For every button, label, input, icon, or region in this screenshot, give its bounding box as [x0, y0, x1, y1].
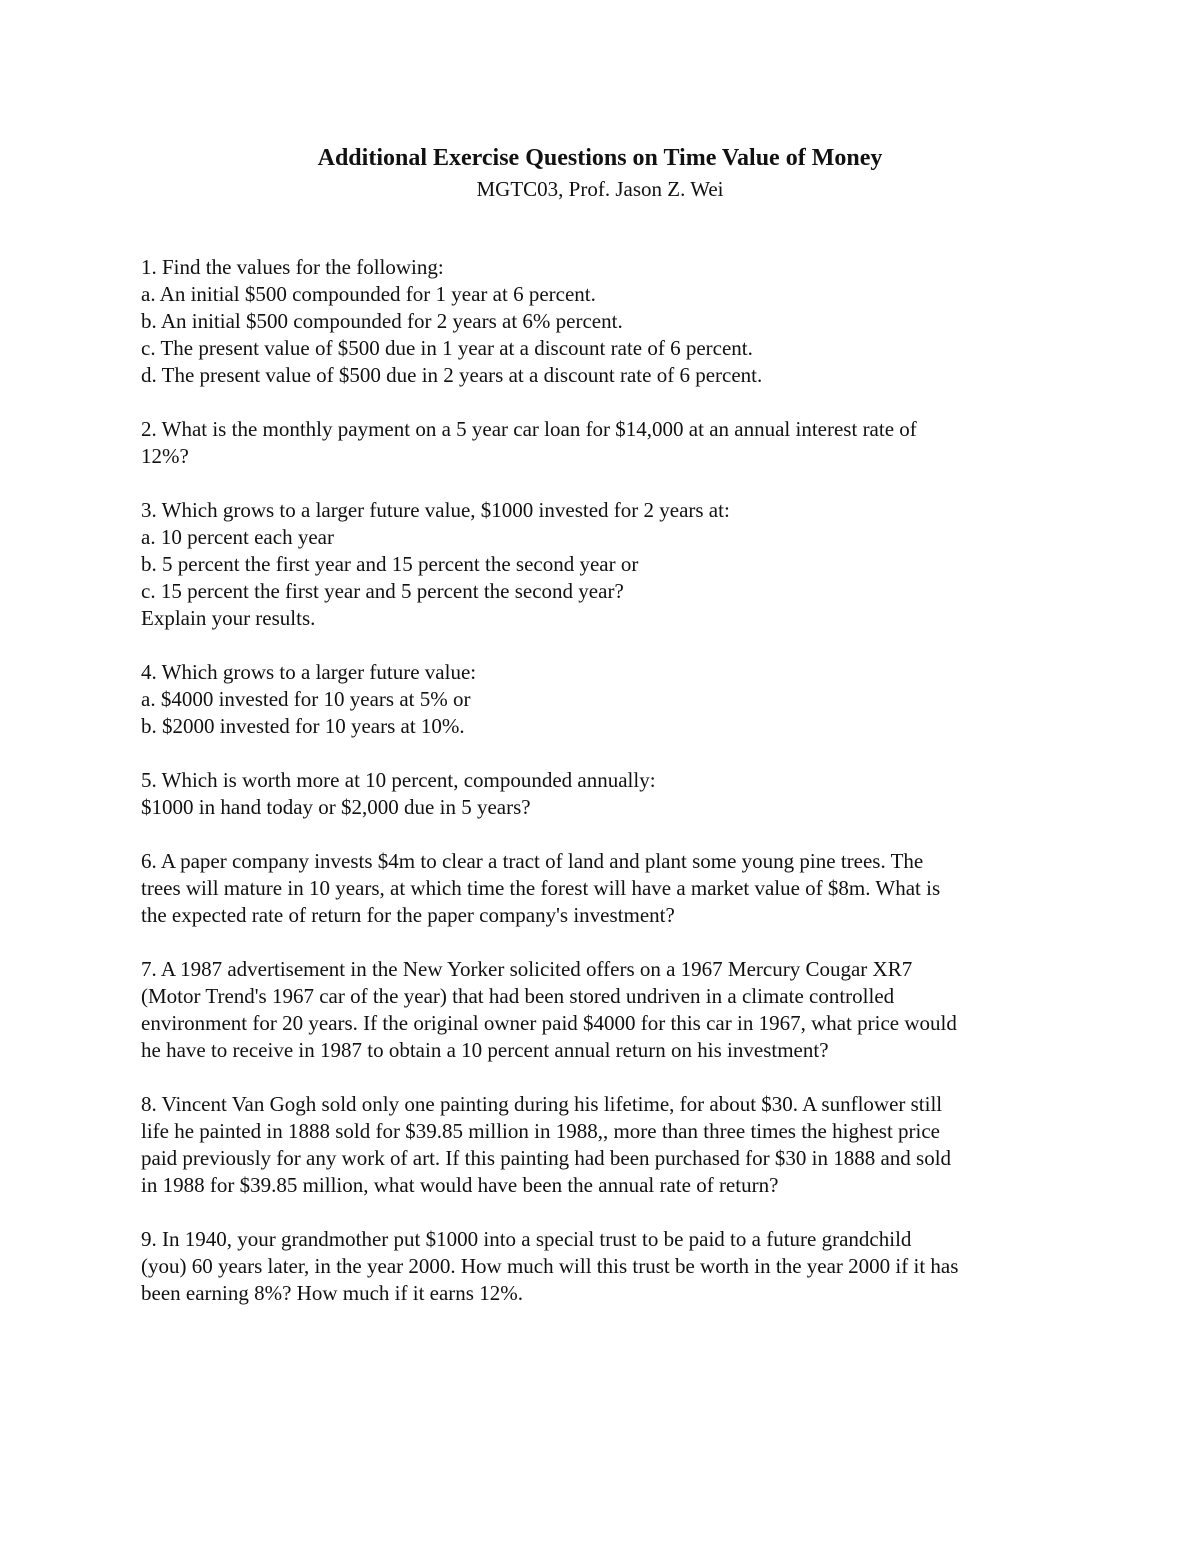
question-line: 6. A paper company invests $4m to clear a tract of land and plant some young pine trees. The	[141, 849, 924, 873]
question-list	[141, 254, 1071, 1307]
question-line: 3. Which grows to a larger future value, $1000 invested for 2 years at:	[141, 498, 730, 522]
paragraph-gap	[141, 1199, 1071, 1226]
document-title: Additional Exercise Questions on Time Value of Money	[317, 145, 883, 171]
question-9	[141, 1226, 1071, 1307]
question-line: b. An initial $500 compounded for 2 years at 6% percent.	[141, 309, 623, 333]
question-line: a. 10 percent each year	[141, 525, 334, 549]
question-line: 1. Find the values for the following:	[141, 255, 444, 279]
question-line: been earning 8%? How much if it earns 12%.	[141, 1281, 523, 1305]
question-line: 7. A 1987 advertisement in the New Yorker solicited offers on a 1967 Mercury Cougar XR7	[141, 957, 913, 981]
paragraph-gap	[141, 470, 1071, 497]
question-4	[141, 659, 1071, 740]
question-line: he have to receive in 1987 to obtain a 10 percent annual return on his investment?	[141, 1038, 829, 1062]
question-line: 8. Vincent Van Gogh sold only one painting during his lifetime, for about $30. A sunflower still	[141, 1092, 943, 1116]
question-line: 5. Which is worth more at 10 percent, compounded annually:	[141, 768, 656, 792]
question-5	[141, 767, 1071, 821]
question-2	[141, 416, 1071, 470]
question-line: 9. In 1940, your grandmother put $1000 into a special trust to be paid to a future grandchild	[141, 1227, 912, 1251]
question-1	[141, 254, 1071, 389]
question-line: (you) 60 years later, in the year 2000. How much will this trust be worth in the year 2000 if it has	[141, 1254, 959, 1278]
question-line: trees will mature in 10 years, at which time the forest will have a market value of $8m. What is	[141, 876, 941, 900]
paragraph-gap	[141, 389, 1071, 416]
paragraph-gap	[141, 632, 1071, 659]
question-line: b. 5 percent the first year and 15 percent the second year or	[141, 552, 639, 576]
question-3	[141, 497, 1071, 632]
question-line: environment for 20 years. If the original owner paid $4000 for this car in 1967, what price would	[141, 1011, 957, 1035]
question-line: 12%?	[141, 444, 189, 468]
question-line: a. An initial $500 compounded for 1 year at 6 percent.	[141, 282, 596, 306]
paragraph-gap	[141, 740, 1071, 767]
question-line: a. $4000 invested for 10 years at 5% or	[141, 687, 471, 711]
question-line: 4. Which grows to a larger future value:	[141, 660, 477, 684]
question-line: c. The present value of $500 due in 1 year at a discount rate of 6 percent.	[141, 336, 753, 360]
question-8	[141, 1091, 1071, 1199]
question-line: in 1988 for $39.85 million, what would have been the annual rate of return?	[141, 1173, 779, 1197]
question-line: $1000 in hand today or $2,000 due in 5 years?	[141, 795, 531, 819]
question-line: d. The present value of $500 due in 2 years at a discount rate of 6 percent.	[141, 363, 763, 387]
question-line: b. $2000 invested for 10 years at 10%.	[141, 714, 465, 738]
paragraph-gap	[141, 821, 1071, 848]
question-line: Explain your results.	[141, 606, 316, 630]
question-line: (Motor Trend's 1967 car of the year) that had been stored undriven in a climate controlled	[141, 984, 895, 1008]
question-6	[141, 848, 1071, 929]
paragraph-gap	[141, 1064, 1071, 1091]
question-line: the expected rate of return for the paper company's investment?	[141, 903, 675, 927]
question-7	[141, 956, 1071, 1064]
paragraph-gap	[141, 929, 1071, 956]
question-line: c. 15 percent the first year and 5 percent the second year?	[141, 579, 624, 603]
document-header	[0, 142, 1200, 204]
question-line: life he painted in 1888 sold for $39.85 million in 1988,, more than three times the highest price	[141, 1119, 941, 1143]
question-line: 2. What is the monthly payment on a 5 year car loan for $14,000 at an annual interest rate of	[141, 417, 917, 441]
document-subtitle: MGTC03, Prof. Jason Z. Wei	[476, 177, 724, 201]
question-line: paid previously for any work of art. If this painting had been purchased for $30 in 1888 and sold	[141, 1146, 952, 1170]
